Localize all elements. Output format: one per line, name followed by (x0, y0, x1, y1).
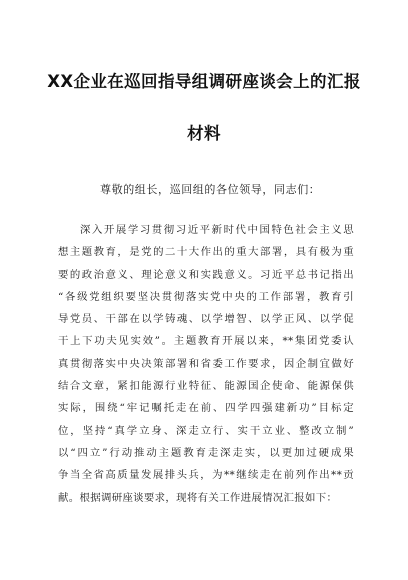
body-line: 以“四立”行动推动主题教育走深走实，以更加过硬成果 (58, 446, 354, 459)
body-line: “各级党组织要坚决贯彻落实党中央的工作部署，教育引 (58, 290, 354, 303)
body-line: 实际，围绕“牢记嘱托走在前、四学四强建新功”目标定 (58, 402, 354, 415)
body-line: 位，坚持“真学立身、深走立行、实干立业、整改立制” (58, 424, 354, 437)
body-line: 想主题教育，是党的二十大作出的重大部署，具有极为重 (58, 246, 354, 259)
body-line: 献。根据调研座谈要求，现将有关工作进展情况汇报如下： (58, 491, 338, 504)
body-line: 结合文章，紧扣能源行业特征、能源国企使命、能源保供 (58, 380, 354, 393)
body-line: 争当全省高质量发展排头兵，为**继续走在前列作出**贡 (58, 469, 354, 482)
body-line: 要的政治意义、理论意义和实践意义。习近平总书记指出 (58, 268, 354, 281)
body-line: 干上下功夫见实效”。主题教育开展以来，**集团党委认 (58, 335, 354, 348)
body-paragraph (58, 219, 354, 509)
body-line: 导党员、干部在以学铸魂、以学增智、以学正风、以学促 (58, 313, 354, 326)
document-title-line-2: 材料 (187, 124, 221, 143)
salutation: 尊敬的组长，巡回组的各位领导，同志们： (100, 183, 321, 196)
body-line: 深入开展学习贯彻习近平新时代中国特色社会主义思 (80, 224, 354, 236)
document-title-line-1: XX企业在巡回指导组调研座谈会上的汇报 (47, 72, 361, 91)
body-line: 真贯彻落实中央决策部署和省委工作要求，因企制宜做好 (58, 357, 354, 370)
